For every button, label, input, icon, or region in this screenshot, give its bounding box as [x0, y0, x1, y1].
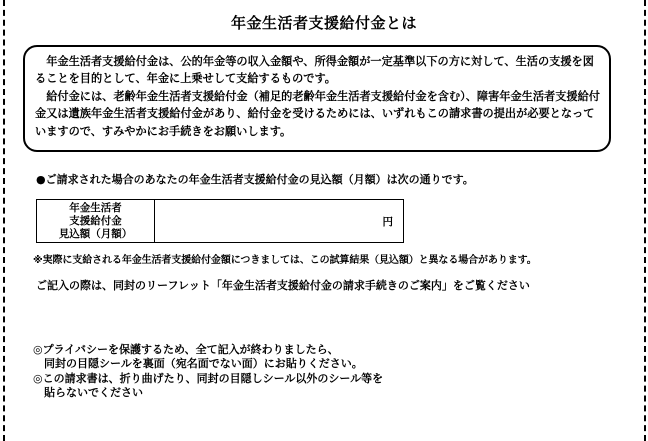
- yen-unit-label: 円: [382, 216, 393, 228]
- privacy-instructions: [33, 343, 383, 401]
- estimate-disclaimer-note: ※実際に支給される年金生活者支援給付金額につきましては、この試算結果（見込額）と異なる場合があります。: [33, 255, 537, 266]
- estimate-amount-label-line: 支援給付金: [69, 214, 122, 227]
- estimate-heading: ●ご請求された場合のあなたの年金生活者支援給付金の見込額（月額）は次の通りです。: [36, 173, 474, 186]
- perforation-line-left: [3, 0, 5, 441]
- instruction-line: ◎この請求書は、折り曲げたり、同封の目隠しシール以外のシール等を: [33, 371, 384, 385]
- explanation-box: [23, 45, 611, 152]
- explanation-paragraph-types: 給付金には、老齢年金生活者支援給付金（補足的老齢年金生活者支援給付金を含む）、障害年金生活者支援給付金又は遺族年金生活者支援給付金があり、給付金を受けるためには、いずれもこの請求書の提出が必要となっていますので、すみやかにお手続きをお願いします。: [35, 89, 600, 138]
- instruction-line: 貼らないでください: [33, 386, 143, 400]
- leaflet-guide-text: ご記入の際は、同封のリーフレット「年金生活者支援給付金の請求手続きのご案内」をご覧ください: [36, 279, 530, 292]
- perforation-line-right: [644, 0, 646, 441]
- estimate-amount-label: [37, 200, 155, 242]
- page-title: 年金生活者支援給付金とは: [230, 14, 417, 32]
- instruction-line: 同封の目隠シールを裏面（宛名面でない面）にお貼りください。: [33, 357, 363, 371]
- estimate-amount-table: [36, 199, 404, 243]
- estimate-amount-value-cell: [155, 200, 403, 242]
- explanation-paragraph-purpose: 年金生活者支援給付金は、公的年金等の収入金額や、所得金額が一定基準以下の方に対して、生活の支援を図ることを目的として、年金に上乗せして支給するものです。: [35, 55, 594, 86]
- estimate-amount-label-line: 見込額（月額）: [58, 227, 133, 240]
- instruction-line: ◎プライバシーを保護するため、全て記入が終わりましたら、: [33, 343, 339, 356]
- estimate-amount-label-line: 年金生活者: [69, 201, 122, 214]
